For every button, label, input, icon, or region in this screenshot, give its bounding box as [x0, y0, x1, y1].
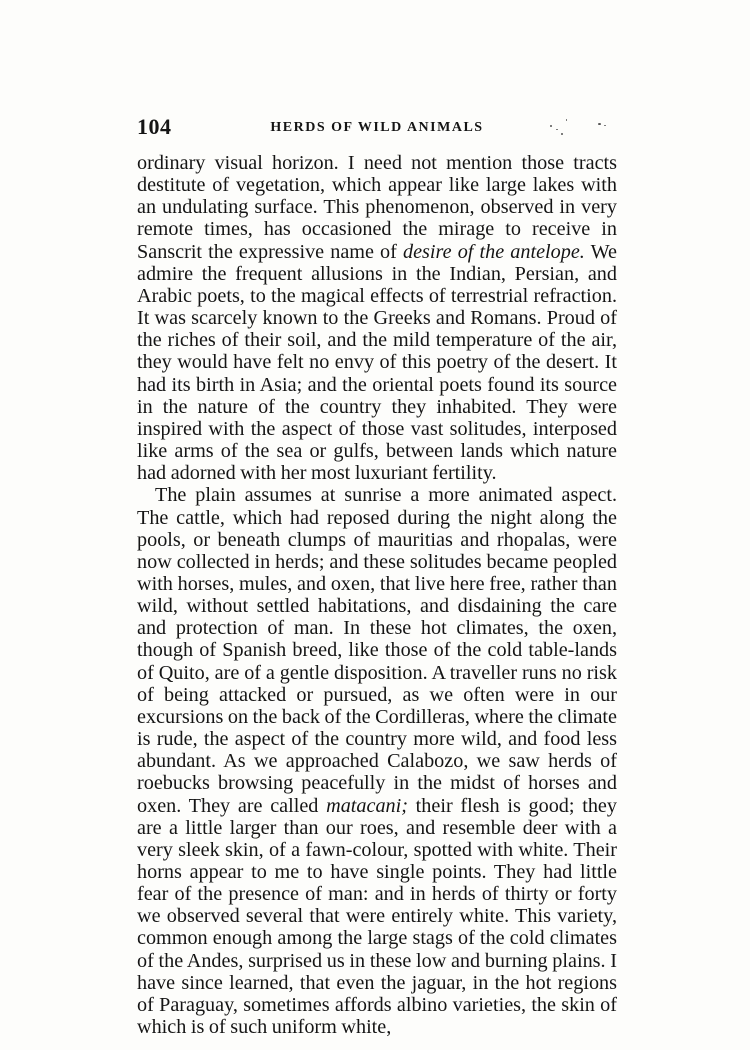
- paragraph: [137, 152, 617, 484]
- text-run: We admire the frequent allusions in the Indian, Persian, and Arabic poets, to the magical effects of terrestrial refraction. It was scarcely known to the Greeks and Romans. Proud of the riches of their soil, and the mild temperature of the air, they would have felt no envy of this poetry of the desert. It had its birth in Asia; and the oriental poets found its source in the nature of the country they inhabited. They were inspired with the aspect of those vast solitudes, interposed like arms of the sea or gulfs, between lands which nature had adorned with her most luxuriant fertility.: [137, 240, 617, 485]
- ink-speck: [598, 123, 601, 125]
- body-text: [137, 152, 617, 1038]
- ink-speck: [604, 125, 606, 126]
- page-number: 104: [137, 114, 172, 139]
- text-run: their flesh is good; they are a little larger than our roes, and resemble deer with a very sleek skin, of a fawn-colour, spotted with white. Their horns appear to me to have single points. They had little fear of the presence of man: and in herds of thirty or forty we observed several that were entirely white. This variety, common enough among the large stags of the cold climates of the Andes, surprised us in these low and burning plains. I have since learned, that even the jaguar, in the hot regions of Paraguay, sometimes affords albino varieties, the skin of which is of such uniform white,: [137, 794, 617, 1039]
- ink-speck: [566, 119, 567, 121]
- ink-speck: [550, 125, 552, 127]
- italic-text: desire of the antelope.: [403, 240, 585, 263]
- running-title: HERDS OF WILD ANIMALS: [270, 120, 484, 135]
- running-head: [137, 114, 617, 144]
- ink-speck: [561, 133, 563, 135]
- text-run: ordinary visual horizon. I need not mention those tracts destitute of vegetation, which appear like large lakes with an undulating surface. This phenomenon, observed in very remote times, has occasioned the mirage to receive in Sanscrit the expressive name of: [137, 152, 617, 263]
- paragraph: [137, 484, 617, 1038]
- ink-speck: [556, 129, 558, 130]
- text-run: The plain assumes at sunrise a more animated aspect. The cattle, which had reposed during the night along the pools, or beneath clumps of mauritias and rhopalas, were now collected in herds; and these solitudes became peopled with horses, mules, and oxen, that live here free, rather than wild, without settled habitations, and disdaining the care and protection of man. In these hot climates, the oxen, though of Spanish breed, like those of the cold table-lands of Quito, are of a gentle disposition. A traveller runs no risk of being attacked or pursued, as we often were in our excursions on the back of the Cordilleras, where the climate is rude, the aspect of the country more wild, and food less abundant. As we approached Calabozo, we saw herds of roebucks browsing peacefully in the midst of horses and oxen. They are called: [137, 484, 617, 817]
- italic-text: matacani;: [326, 794, 408, 817]
